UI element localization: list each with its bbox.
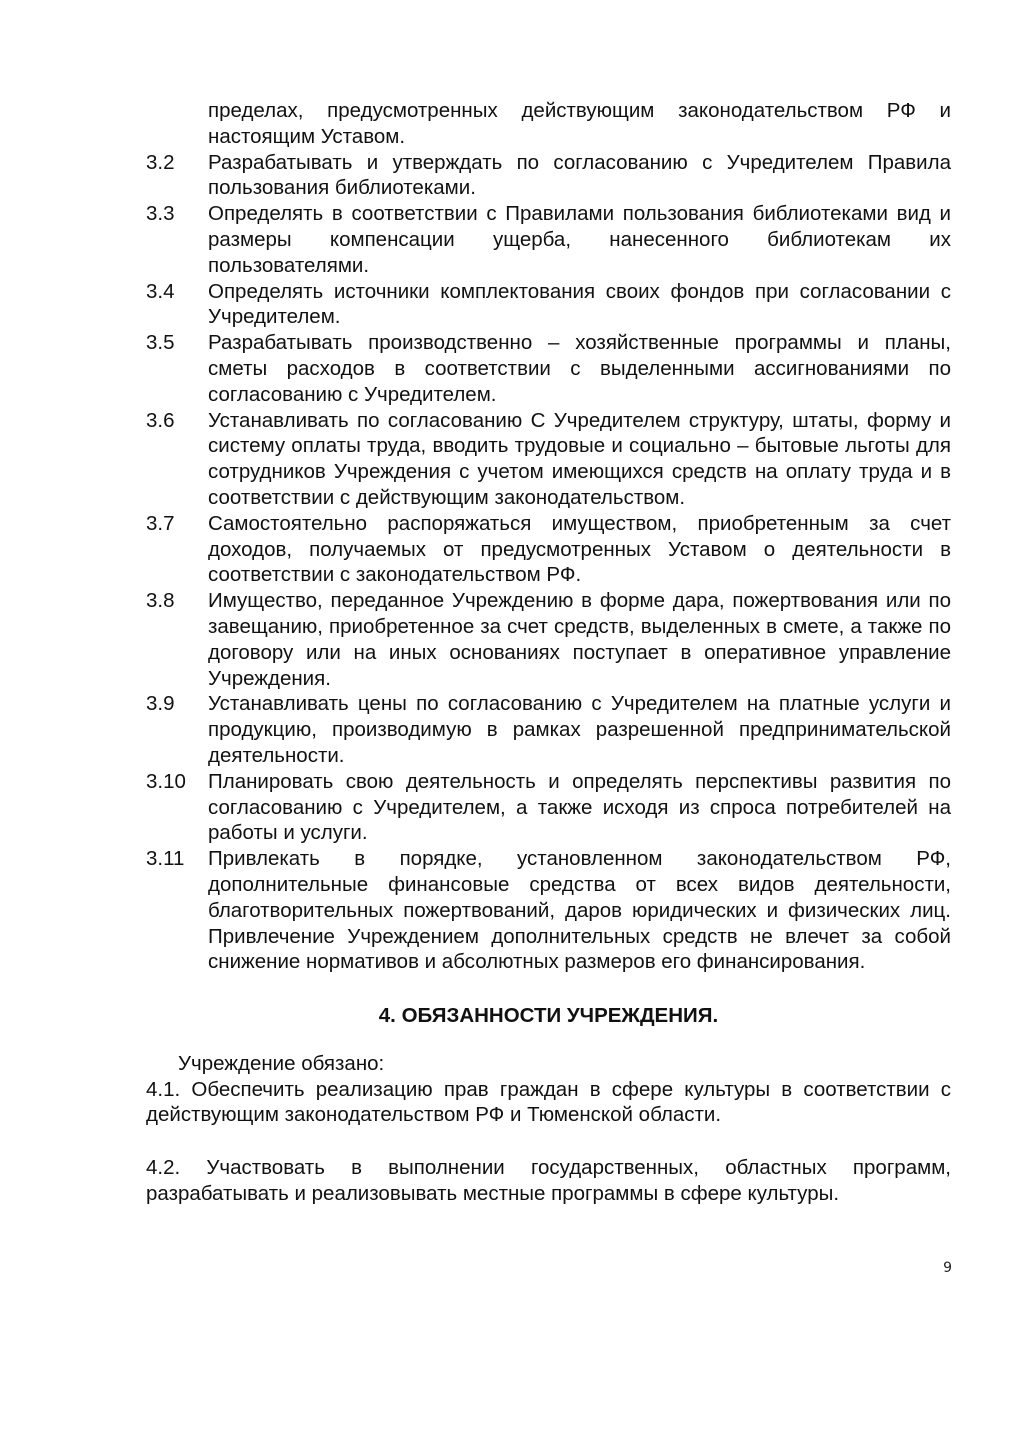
item-text: Разрабатывать и утверждать по согласованию с Учредителем Правила пользования библиотеками.: [208, 150, 951, 200]
item-number: 3.4: [146, 279, 175, 303]
item-number: 3.5: [146, 331, 175, 355]
item-text: Имущество, переданное Учреждению в форме дара, пожертвования или по завещанию, приобретенное за счет средств, выделенных в смете, а также по договору или на иных основаниях поступает в оперативное управление Учреждения.: [208, 589, 951, 690]
list-item: [146, 588, 951, 691]
list-item: [146, 330, 951, 407]
list-item: [146, 201, 951, 278]
list-item: [146, 769, 951, 846]
page-number: 9: [943, 1260, 952, 1276]
item-number: 3.2: [146, 150, 175, 174]
item-text: Устанавливать по согласованию С Учредителем структуру, штаты, форму и систему оплаты труда, вводить трудовые и социально – бытовые льготы для сотрудников Учреждения с учетом имеющихся средств на оплату труда и в соответствии с действующим законодательством.: [208, 408, 951, 509]
item-text: пределах, предусмотренных действующим законодательством РФ и настоящим Уставом.: [208, 99, 951, 148]
section-heading: 4. ОБЯЗАННОСТИ УЧРЕЖДЕНИЯ.: [378, 1004, 719, 1028]
item-number: 3.8: [146, 589, 175, 613]
list-item: [146, 98, 951, 150]
list-item: [146, 846, 951, 975]
list-item: [146, 691, 951, 768]
item-text: Привлекать в порядке, установленном законодательством РФ, дополнительные финансовые средства от всех видов деятельности, благотворительных пожертвований, даров юридических и физических лиц. Привлечение Учреждением дополнительных средств не влечет за собой снижение нормативов и абсолютных размеров его финансирования.: [208, 847, 951, 974]
item-number: 3.3: [146, 202, 175, 226]
item-number: 3.11: [146, 847, 185, 871]
item-text: Разрабатывать производственно – хозяйственные программы и планы, сметы расходов в соответствии с выделенными ассигнованиями по согласованию с Учредителем.: [208, 331, 951, 406]
paragraph-4-2: 4.2. Участвовать в выполнении государственных, областных программ, разрабатывать и реализовывать местные программы в сфере культуры.: [146, 1156, 951, 1206]
list-item: [146, 150, 951, 202]
section-intro: Учреждение обязано:: [178, 1051, 385, 1075]
item-number: 3.6: [146, 408, 175, 432]
item-number: 3.7: [146, 511, 175, 535]
list-item: [146, 408, 951, 511]
item-text: Определять в соответствии с Правилами пользования библиотеками вид и размеры компенсации ущерба, нанесенного библиотекам их пользователями.: [208, 202, 951, 277]
item-text: Планировать свою деятельность и определять перспективы развития по согласованию с Учредителем, а также исходя из спроса потребителей на работы и услуги.: [208, 769, 951, 845]
item-text: Самостоятельно распоряжаться имуществом, приобретенным за счет доходов, получаемых от предусмотренных Уставом о деятельности в соответствии с законодательством РФ.: [208, 511, 951, 587]
list-item: [146, 511, 951, 588]
item-number: 3.10: [146, 769, 186, 793]
paragraph-gap: [146, 1128, 951, 1155]
item-text: Устанавливать цены по согласованию с Учредителем на платные услуги и продукцию, производимую в рамках разрешенной предпринимательской деятельности.: [208, 692, 951, 767]
item-number: 3.9: [146, 692, 175, 716]
item-text: Определять источники комплектования своих фондов при согласовании с Учредителем.: [208, 279, 951, 329]
paragraph-4-1: 4.1. Обеспечить реализацию прав граждан в сфере культуры в соответствии с действующим законодательством РФ и Тюменской области.: [146, 1077, 951, 1127]
document-body: [146, 98, 951, 1207]
list-item: [146, 279, 951, 331]
